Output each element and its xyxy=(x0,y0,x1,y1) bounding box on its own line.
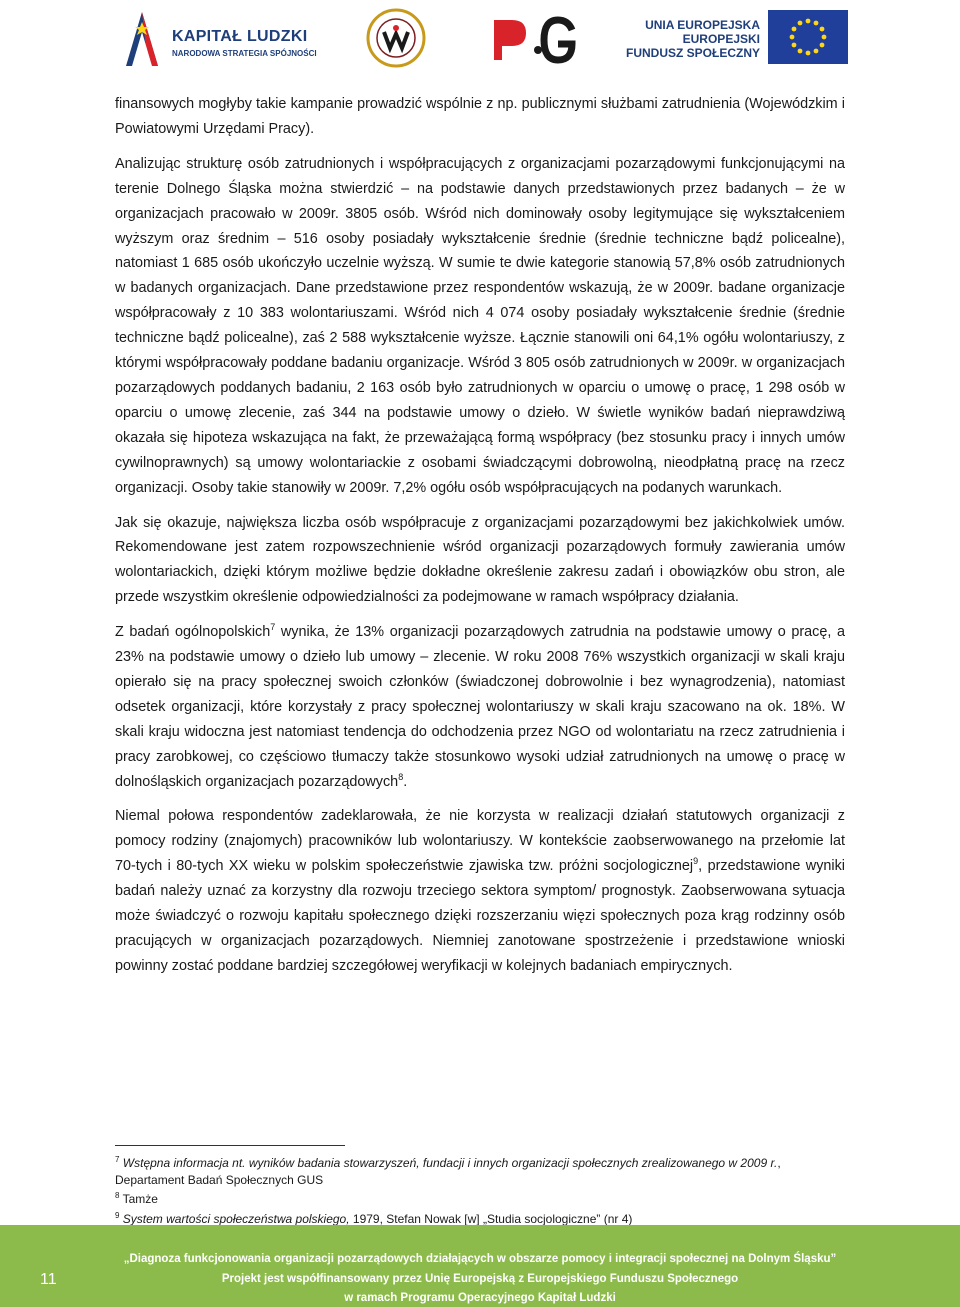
kapital-ludzki-subtitle: NARODOWA STRATEGIA SPÓJNOŚCI xyxy=(172,49,317,58)
kapital-ludzki-logo xyxy=(118,8,328,68)
page-footer xyxy=(0,1225,960,1307)
eu-logo-line1: UNIA EUROPEJSKA xyxy=(645,18,760,32)
footnote-ref-9[interactable]: 9 xyxy=(693,856,699,867)
eu-flag-icon xyxy=(768,10,848,64)
paragraph-4-text-b: wynika, że 13% organizacji pozarządowych zatrudnia na podstawie umowy o pracę, a 23% na podstawie umowy o dzieło lub umowy – zlecenie. W roku 2008 76% wszystkich organizacji w skali kraju opierało się na pracy społecznej swoich członków (świadczonej dobrowolnie i bez wynagrodzenia), natomiast odsetek organizacji, które korzystały z pracy społecznej wolontariuszy w skali kraju szacowano na ok. 18%. W skali kraju widoczna jest natomiast tendencja do odchodzenia przez NGO od wolontariatu na rzecz zatrudnienia i pracy zarobkowej, co częściowo tłumaczy także stosunkowo wysoki udział zatrudnionych na umowę o pracę w dolnośląskich organizacjach pozarządowych xyxy=(115,624,845,790)
paragraph-3: Jak się okazuje, największa liczba osób współpracuje z organizacjami pozarządowymi bez jakichkolwiek umów. Rekomendowane jest zatem rozpowszechnienie wśród organizacji pozarządowych formuły zawierania umów wolontariackich, dzięki którym możliwe będzie dokładne określenie zakresu zadań i obowiązków obu stron, ale przede wszystkim określenie odpowiedzialności za podejmowane w ramach współpracy działania. xyxy=(115,514,845,606)
paragraph-4-text-a: Z badań ogólnopolskich xyxy=(115,624,271,641)
footnote-9-number: 9 xyxy=(115,1210,120,1220)
footnote-9-title: System wartości społeczeństwa polskiego, xyxy=(122,1211,350,1226)
eu-logo-line3: FUNDUSZ SPOŁECZNY xyxy=(625,46,760,60)
footnote-8-number: 8 xyxy=(115,1191,120,1200)
paragraph-5 xyxy=(115,804,845,978)
footnote-7-title: Wstępna informacja nt. wyników badania stowarzyszeń, fundacji i innych organizacji społecznych zrealizowanego w 2009 r. xyxy=(122,1156,778,1170)
partner-logo xyxy=(488,14,576,64)
paragraph-4-text-c: . xyxy=(403,773,408,790)
footnote-ref-7[interactable]: 7 xyxy=(270,622,276,633)
footnote-7 xyxy=(115,1152,845,1188)
footnote-7-number: 7 xyxy=(115,1155,120,1164)
kapital-ludzki-title: KAPITAŁ LUDZKI xyxy=(172,28,308,45)
partner-logo-icon xyxy=(488,14,576,64)
paragraph-1: finansowych mogłyby takie kampanie prowadzić wspólnie z np. publicznymi służbami zatrudnienia (Wojewódzkim i Powiatowymi Urzędami Pracy). xyxy=(115,96,845,137)
seal-icon xyxy=(366,8,426,68)
footnote-separator xyxy=(115,1145,345,1146)
paragraph-4 xyxy=(115,620,845,794)
footnote-8 xyxy=(115,1188,845,1208)
paragraph-5-text-b: , przedstawione wyniki badań należy uznać za korzystny dla rozwoju trzeciego sektora symptom/ prognostyk. Zaobserwowana sytuacja może świadczyć o rozwoju kapitału społecznego dzięki rozszerzaniu więzi społecznych poza krąg rodzinny osób pracujących w organizacjach pozarządowych. Niemniej zanotowane spostrzeżenie i przedstawione wnioski powinny zostać poddane bardziej szczegółowej weryfikacji w kolejnych badaniach empirycznych. xyxy=(115,858,845,974)
page-header xyxy=(0,0,960,80)
kapital-ludzki-emblem-icon xyxy=(118,8,168,68)
eu-logo-line2: EUROPEJSKI xyxy=(682,32,760,46)
page-number: 11 xyxy=(40,1271,57,1288)
paragraph-2: Analizując strukturę osób zatrudnionych i współpracujących z organizacjami pozarządowymi funkcjonującymi na terenie Dolnego Śląska można stwierdzić – na podstawie danych przedstawionych przez badanych – że w organizacjach pracowało w 2009r. 3805 osób. Wśród nich dominowały osoby legitymujące się wykształceniem wyższym oraz średnim – 516 osoby posiadały wykształcenie średnie (średnie techniczne bądź policealne), natomiast 1 685 osób ukończyło uczelnie wyższą. W sumie te dwie kategorie stanowią 57,8% osób zatrudnionych w badanych organizacjach. Dane przedstawione przez respondentów wskazują, że w 2009r. badane organizacje współpracowały z 10 383 wolontariuszami. Wśród nich 4 074 osoby posiadały wykształcenie średnie (średnie techniczne bądź policealne), zaś 2 588 wykształcenie wyższe. Łącznie stanowili oni 64,1% ogółu wolontariuszy, z którymi współpracowały poddane badaniu organizacje. Wśród 3 805 osób zatrudnionych w 2009r. w organizacjach pozarządowych poddanych badaniu, 2 163 osób było zatrudnionych w oparciu o umowę o pracę, 1 298 osób w oparciu o umowę zlecenie, zaś 344 na podstawie umowy o dzieło. W świetle wyników badań nieprawdziwą okazała się hipoteza wskazująca na fakt, że przeważającą formą współpracy (bez stosunku pracy i innych umów cywilnoprawnych) są umowy wolontariackie z osobami świadczącymi dobrowolną, nieodpłatną pracę na rzecz organizacji. Osoby takie stanowiły w 2009r. 7,2% ogółu osób współpracujących na podanych warunkach. xyxy=(115,155,845,496)
footnote-7-source: , Departament Badań Społecznych GUS xyxy=(115,1156,781,1187)
footer-program-note: w ramach Programu Operacyjnego Kapitał Ludzki xyxy=(344,1292,616,1304)
footnotes xyxy=(115,1152,845,1227)
document-body xyxy=(115,92,845,989)
footnote-8-text: Tamże xyxy=(122,1192,158,1206)
footnote-9-source: 1979, Stefan Nowak [w] „Studia socjologiczne” (nr 4) xyxy=(349,1211,633,1226)
footer-project-title: „Diagnoza funkcjonowania organizacji pozarządowych działających w obszarze pomocy i integracji społecznej na Dolnym Śląsku” xyxy=(123,1253,837,1265)
osrodek-polityki-spolecznej-seal-logo xyxy=(366,8,426,68)
paragraph-5-text-a: Niemal połowa respondentów zadeklarowała, że nie korzysta w realizacji działań statutowych organizacji z pomocy rodziny (znajomych) pracowników lub wolontariuszy. W kontekście zaobserwowanego na przełomie lat 70-tych i 80-tych XX wieku w polskim społeczeństwie zjawiska tzw. próżni socjologicznej xyxy=(115,808,845,875)
footnote-ref-8[interactable]: 8 xyxy=(398,771,404,782)
eu-efs-logo xyxy=(625,10,848,66)
footer-cofinancing-note: Projekt jest współfinansowany przez Unię Europejską z Europejskiego Funduszu Społecznego xyxy=(221,1273,739,1285)
